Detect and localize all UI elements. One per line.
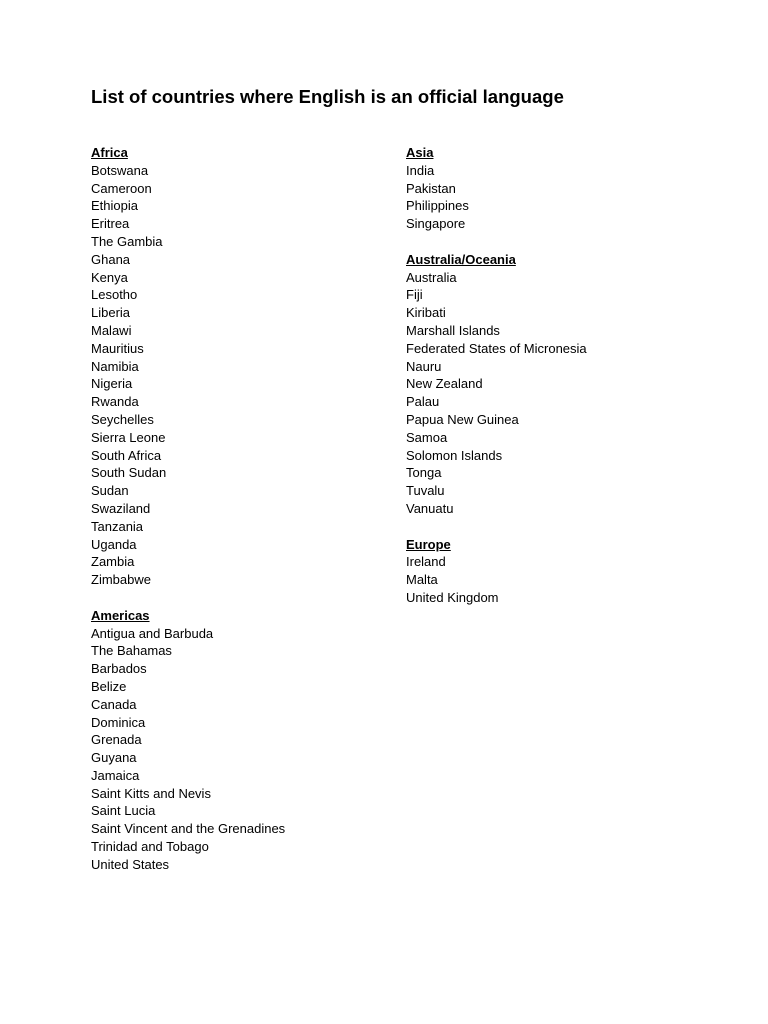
country-item: Saint Vincent and the Grenadines <box>91 821 286 837</box>
country-item: Tuvalu <box>406 483 445 499</box>
country-item: Singapore <box>406 216 466 232</box>
country-item: Mauritius <box>91 340 144 356</box>
country-list <box>406 269 587 518</box>
country-item: Ghana <box>91 251 131 267</box>
country-item: Barbados <box>91 661 147 677</box>
country-item: Vanuatu <box>406 500 454 516</box>
country-item: Lesotho <box>91 287 138 303</box>
country-item: Namibia <box>91 358 139 374</box>
country-item: Malta <box>406 572 438 588</box>
country-list <box>91 625 285 874</box>
country-item: Zambia <box>91 554 135 570</box>
country-item: South Africa <box>91 447 162 463</box>
country-item: Kenya <box>91 269 128 285</box>
country-item: Canada <box>91 696 137 712</box>
country-item: Papua New Guinea <box>406 411 519 427</box>
country-item: Philippines <box>406 198 469 214</box>
country-item: South Sudan <box>91 465 167 481</box>
region-section-americas <box>91 607 285 874</box>
region-section-europe <box>406 536 587 607</box>
country-item: Ethiopia <box>91 198 138 214</box>
region-heading: Europe <box>406 536 451 552</box>
country-item: Malawi <box>91 322 132 338</box>
country-item: Sierra Leone <box>91 429 166 445</box>
country-item: Solomon Islands <box>406 447 503 463</box>
region-heading: Americas <box>91 607 150 623</box>
country-item: Nigeria <box>91 376 133 392</box>
country-item: United States <box>91 856 170 872</box>
country-item: Swaziland <box>91 500 151 516</box>
country-item: Guyana <box>91 750 137 766</box>
country-list <box>406 553 587 606</box>
country-item: Saint Lucia <box>91 803 156 819</box>
country-item: Nauru <box>406 358 442 374</box>
country-item: Fiji <box>406 287 423 303</box>
country-item: Cameroon <box>91 180 152 196</box>
country-item: Trinidad and Tobago <box>91 839 209 855</box>
country-list <box>406 162 587 233</box>
country-item: Ireland <box>406 554 446 570</box>
country-item: The Bahamas <box>91 643 172 659</box>
country-item: Dominica <box>91 714 146 730</box>
country-item: Uganda <box>91 536 137 552</box>
region-heading: Asia <box>406 145 434 160</box>
region-section-asia <box>406 144 587 233</box>
country-item: Jamaica <box>91 767 140 783</box>
right-column <box>406 144 587 625</box>
country-item: Tanzania <box>91 518 144 534</box>
country-item: Kiribati <box>406 305 446 321</box>
country-item: India <box>406 162 435 178</box>
country-item: Australia <box>406 269 457 285</box>
country-item: Sudan <box>91 483 129 499</box>
country-item: Liberia <box>91 305 131 321</box>
country-item: Grenada <box>91 732 142 748</box>
country-item: United Kingdom <box>406 589 499 605</box>
region-heading: Africa <box>91 145 128 160</box>
country-item: Marshall Islands <box>406 322 500 338</box>
region-section-australia-oceania <box>406 251 587 518</box>
country-item: Tonga <box>406 465 442 481</box>
country-item: Belize <box>91 678 127 694</box>
country-item: Antigua and Barbuda <box>91 625 214 641</box>
country-list <box>91 162 285 589</box>
country-item: Rwanda <box>91 394 139 410</box>
country-item: Botswana <box>91 162 149 178</box>
country-item: Zimbabwe <box>91 572 151 588</box>
country-item: Samoa <box>406 429 448 445</box>
country-item: Saint Kitts and Nevis <box>91 785 211 801</box>
country-item: Pakistan <box>406 180 456 196</box>
country-item: The Gambia <box>91 233 163 249</box>
region-heading: Australia/Oceania <box>406 251 516 267</box>
country-item: Seychelles <box>91 411 154 427</box>
region-section-africa <box>91 144 285 589</box>
country-item: Palau <box>406 394 440 410</box>
page-title: List of countries where English is an official language <box>91 86 564 107</box>
country-item: New Zealand <box>406 376 483 392</box>
country-item: Federated States of Micronesia <box>406 340 587 356</box>
left-column <box>91 144 285 891</box>
country-item: Eritrea <box>91 216 130 232</box>
